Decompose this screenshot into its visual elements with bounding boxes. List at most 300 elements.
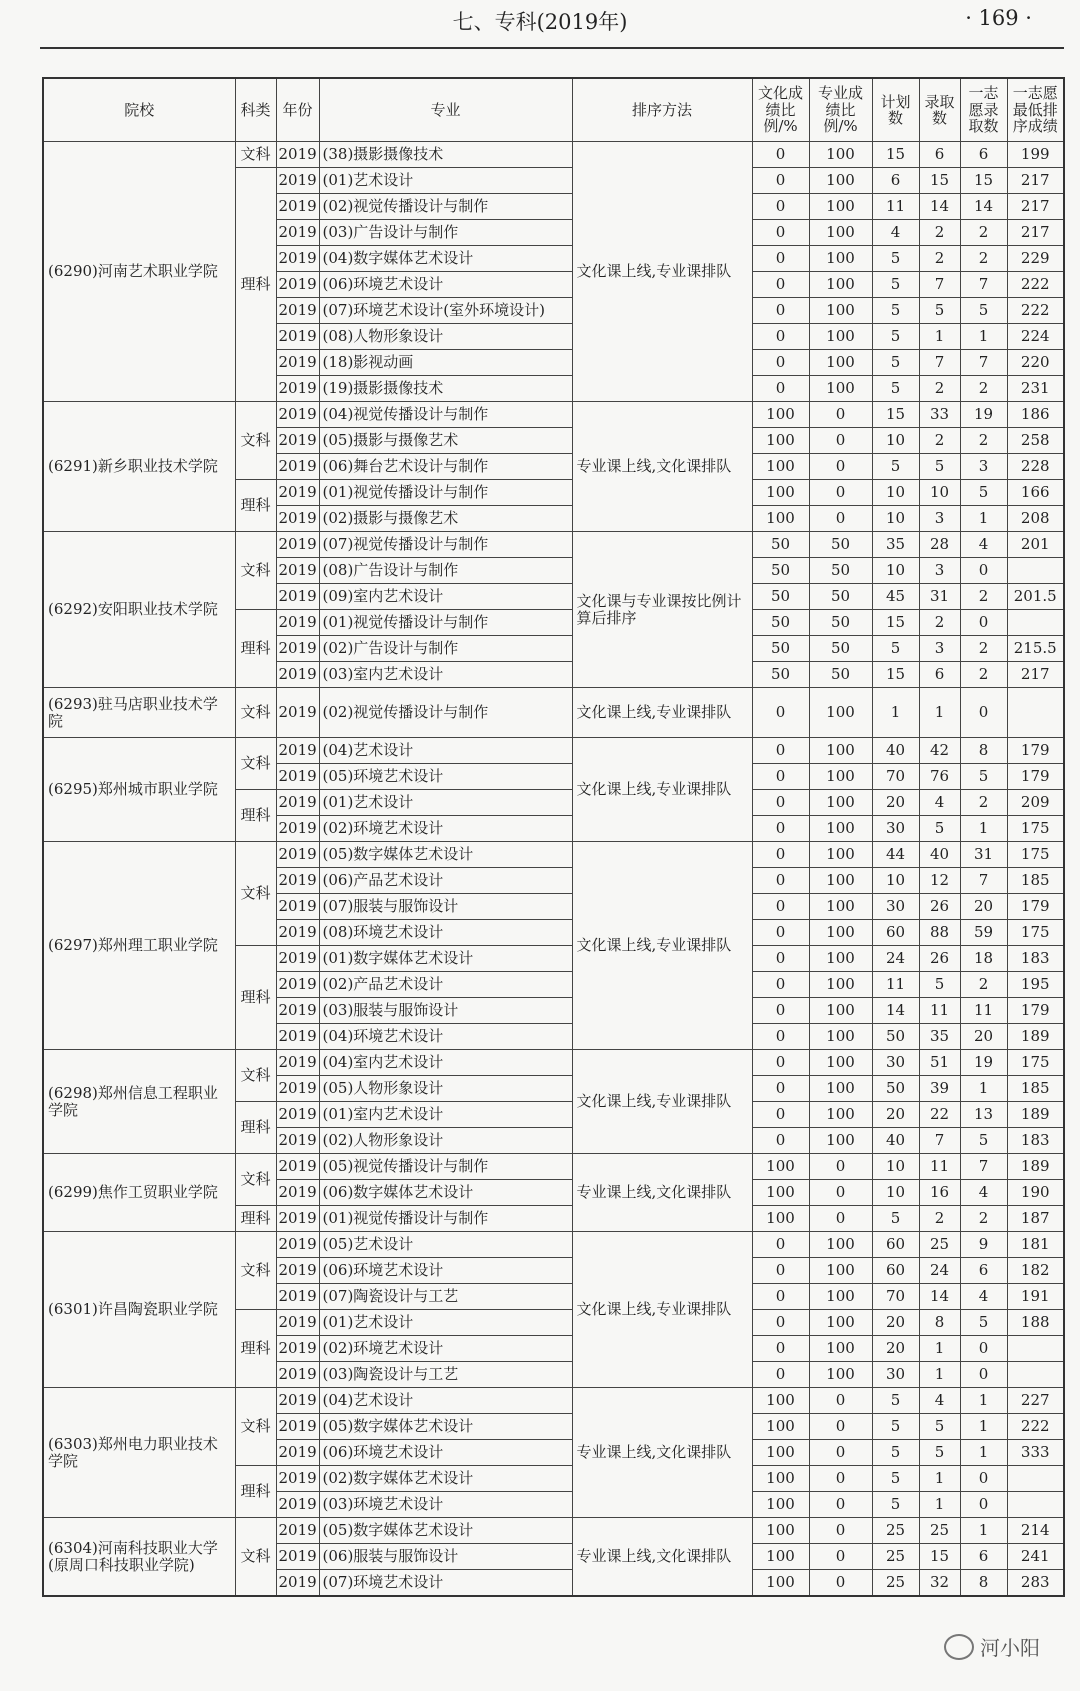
year: 2019 <box>276 194 319 220</box>
plan-count: 20 <box>872 790 919 816</box>
year: 2019 <box>276 220 319 246</box>
culture-ratio: 0 <box>752 868 809 894</box>
major-ratio: 100 <box>809 324 872 350</box>
admit-count: 24 <box>919 1258 960 1284</box>
culture-ratio: 100 <box>752 506 809 532</box>
table-row <box>43 842 1064 868</box>
culture-ratio: 0 <box>752 1310 809 1336</box>
major: (03)服装与服饰设计 <box>319 998 572 1024</box>
culture-ratio: 50 <box>752 532 809 558</box>
major: (04)视觉传播设计与制作 <box>319 402 572 428</box>
first-choice-min-score: 209 <box>1007 790 1064 816</box>
culture-ratio: 100 <box>752 480 809 506</box>
watermark-logo <box>944 1632 1040 1661</box>
admit-count: 76 <box>919 764 960 790</box>
first-choice-count: 0 <box>960 1466 1007 1492</box>
first-choice-count: 1 <box>960 1440 1007 1466</box>
first-choice-min-score <box>1007 1362 1064 1388</box>
first-choice-count: 11 <box>960 998 1007 1024</box>
major-ratio: 0 <box>809 1518 872 1544</box>
major-ratio: 100 <box>809 1310 872 1336</box>
year: 2019 <box>276 894 319 920</box>
school-name: (6293)驻马店职业技术学院 <box>43 688 235 738</box>
table-row <box>43 738 1064 764</box>
first-choice-count: 1 <box>960 506 1007 532</box>
first-choice-count: 31 <box>960 842 1007 868</box>
culture-ratio: 0 <box>752 1232 809 1258</box>
table-row <box>43 1154 1064 1180</box>
culture-ratio: 100 <box>752 1570 809 1597</box>
plan-count: 20 <box>872 1310 919 1336</box>
plan-count: 5 <box>872 1388 919 1414</box>
major-ratio: 100 <box>809 350 872 376</box>
major-ratio: 100 <box>809 842 872 868</box>
page-header-title: 七、专科(2019年) <box>452 10 628 34</box>
first-choice-min-score: 220 <box>1007 350 1064 376</box>
major-ratio: 100 <box>809 920 872 946</box>
plan-count: 24 <box>872 946 919 972</box>
wechat-icon <box>944 1634 974 1660</box>
plan-count: 5 <box>872 298 919 324</box>
first-choice-count: 3 <box>960 454 1007 480</box>
category: 文科 <box>235 688 276 738</box>
first-choice-min-score: 228 <box>1007 454 1064 480</box>
column-header-first-choice-min-score: 一志愿最低排序成绩 <box>1007 78 1064 142</box>
plan-count: 1 <box>872 688 919 738</box>
first-choice-count: 1 <box>960 816 1007 842</box>
admit-count: 22 <box>919 1102 960 1128</box>
plan-count: 40 <box>872 738 919 764</box>
year: 2019 <box>276 790 319 816</box>
category: 文科 <box>235 1518 276 1597</box>
year: 2019 <box>276 636 319 662</box>
year: 2019 <box>276 168 319 194</box>
culture-ratio: 0 <box>752 738 809 764</box>
first-choice-count: 9 <box>960 1232 1007 1258</box>
year: 2019 <box>276 1336 319 1362</box>
first-choice-count: 2 <box>960 428 1007 454</box>
admit-count: 5 <box>919 972 960 998</box>
first-choice-min-score: 217 <box>1007 220 1064 246</box>
major-ratio: 100 <box>809 376 872 402</box>
plan-count: 60 <box>872 1258 919 1284</box>
plan-count: 15 <box>872 662 919 688</box>
first-choice-count: 6 <box>960 1544 1007 1570</box>
plan-count: 5 <box>872 454 919 480</box>
admit-count: 33 <box>919 402 960 428</box>
sort-method: 文化课上线,专业课排队 <box>572 142 752 402</box>
admit-count: 15 <box>919 1544 960 1570</box>
admit-count: 32 <box>919 1570 960 1597</box>
major: (01)视觉传播设计与制作 <box>319 1206 572 1232</box>
year: 2019 <box>276 1492 319 1518</box>
major: (06)数字媒体艺术设计 <box>319 1180 572 1206</box>
plan-count: 20 <box>872 1102 919 1128</box>
culture-ratio: 0 <box>752 272 809 298</box>
first-choice-min-score: 183 <box>1007 1128 1064 1154</box>
first-choice-min-score: 241 <box>1007 1544 1064 1570</box>
first-choice-min-score: 190 <box>1007 1180 1064 1206</box>
first-choice-count: 5 <box>960 298 1007 324</box>
first-choice-count: 4 <box>960 1284 1007 1310</box>
plan-count: 6 <box>872 168 919 194</box>
culture-ratio: 0 <box>752 1336 809 1362</box>
plan-count: 10 <box>872 506 919 532</box>
major: (09)室内艺术设计 <box>319 584 572 610</box>
major: (04)数字媒体艺术设计 <box>319 246 572 272</box>
first-choice-min-score: 182 <box>1007 1258 1064 1284</box>
culture-ratio: 0 <box>752 298 809 324</box>
category: 理科 <box>235 610 276 688</box>
plan-count: 5 <box>872 1414 919 1440</box>
culture-ratio: 50 <box>752 584 809 610</box>
major-ratio: 0 <box>809 1440 872 1466</box>
admit-count: 2 <box>919 610 960 636</box>
culture-ratio: 0 <box>752 1050 809 1076</box>
major-ratio: 100 <box>809 1024 872 1050</box>
admit-count: 1 <box>919 324 960 350</box>
header-divider <box>40 47 1064 49</box>
major: (38)摄影摄像技术 <box>319 142 572 168</box>
culture-ratio: 100 <box>752 1466 809 1492</box>
major-ratio: 100 <box>809 894 872 920</box>
major: (02)视觉传播设计与制作 <box>319 194 572 220</box>
year: 2019 <box>276 868 319 894</box>
first-choice-min-score <box>1007 558 1064 584</box>
first-choice-min-score: 189 <box>1007 1154 1064 1180</box>
admit-count: 1 <box>919 1362 960 1388</box>
first-choice-min-score: 222 <box>1007 1414 1064 1440</box>
major: (05)环境艺术设计 <box>319 764 572 790</box>
first-choice-min-score: 186 <box>1007 402 1064 428</box>
culture-ratio: 0 <box>752 764 809 790</box>
admit-count: 15 <box>919 168 960 194</box>
major-ratio: 0 <box>809 480 872 506</box>
major: (03)环境艺术设计 <box>319 1492 572 1518</box>
major: (02)数字媒体艺术设计 <box>319 1466 572 1492</box>
major-ratio: 100 <box>809 1258 872 1284</box>
first-choice-min-score: 222 <box>1007 298 1064 324</box>
first-choice-min-score: 189 <box>1007 1102 1064 1128</box>
major: (06)环境艺术设计 <box>319 272 572 298</box>
year: 2019 <box>276 972 319 998</box>
plan-count: 5 <box>872 246 919 272</box>
admit-count: 2 <box>919 1206 960 1232</box>
major: (02)视觉传播设计与制作 <box>319 688 572 738</box>
admit-count: 11 <box>919 1154 960 1180</box>
first-choice-count: 4 <box>960 532 1007 558</box>
table-row <box>43 532 1064 558</box>
year: 2019 <box>276 1544 319 1570</box>
sort-method: 专业课上线,文化课排队 <box>572 1518 752 1597</box>
admit-count: 2 <box>919 376 960 402</box>
table-row <box>43 688 1064 738</box>
admit-count: 39 <box>919 1076 960 1102</box>
year: 2019 <box>276 350 319 376</box>
major: (08)环境艺术设计 <box>319 920 572 946</box>
plan-count: 5 <box>872 1206 919 1232</box>
plan-count: 10 <box>872 1154 919 1180</box>
culture-ratio: 100 <box>752 1180 809 1206</box>
table-header-row <box>43 78 1064 142</box>
major-ratio: 0 <box>809 1570 872 1597</box>
culture-ratio: 0 <box>752 946 809 972</box>
category: 理科 <box>235 480 276 532</box>
major: (02)广告设计与制作 <box>319 636 572 662</box>
first-choice-min-score: 333 <box>1007 1440 1064 1466</box>
first-choice-count: 19 <box>960 402 1007 428</box>
category: 理科 <box>235 168 276 402</box>
plan-count: 25 <box>872 1544 919 1570</box>
year: 2019 <box>276 1362 319 1388</box>
table-row <box>43 402 1064 428</box>
year: 2019 <box>276 1050 319 1076</box>
year: 2019 <box>276 1102 319 1128</box>
admit-count: 10 <box>919 480 960 506</box>
sort-method: 文化课上线,专业课排队 <box>572 842 752 1050</box>
first-choice-min-score: 185 <box>1007 1076 1064 1102</box>
major: (01)视觉传播设计与制作 <box>319 480 572 506</box>
plan-count: 5 <box>872 636 919 662</box>
culture-ratio: 0 <box>752 1258 809 1284</box>
admit-count: 25 <box>919 1232 960 1258</box>
year: 2019 <box>276 298 319 324</box>
major-ratio: 50 <box>809 584 872 610</box>
first-choice-min-score <box>1007 688 1064 738</box>
culture-ratio: 50 <box>752 610 809 636</box>
sort-method: 专业课上线,文化课排队 <box>572 1388 752 1518</box>
column-header-sort-method: 排序方法 <box>572 78 752 142</box>
major: (18)影视动画 <box>319 350 572 376</box>
year: 2019 <box>276 1232 319 1258</box>
year: 2019 <box>276 1440 319 1466</box>
first-choice-min-score: 258 <box>1007 428 1064 454</box>
first-choice-min-score: 191 <box>1007 1284 1064 1310</box>
culture-ratio: 0 <box>752 324 809 350</box>
admit-count: 51 <box>919 1050 960 1076</box>
major-ratio: 0 <box>809 1414 872 1440</box>
plan-count: 15 <box>872 142 919 168</box>
admit-count: 5 <box>919 298 960 324</box>
category: 文科 <box>235 532 276 610</box>
first-choice-min-score <box>1007 1466 1064 1492</box>
culture-ratio: 100 <box>752 1206 809 1232</box>
column-header-culture-ratio: 文化成绩比例/% <box>752 78 809 142</box>
plan-count: 10 <box>872 868 919 894</box>
year: 2019 <box>276 816 319 842</box>
admit-count: 31 <box>919 584 960 610</box>
year: 2019 <box>276 1518 319 1544</box>
year: 2019 <box>276 1466 319 1492</box>
plan-count: 5 <box>872 272 919 298</box>
first-choice-count: 18 <box>960 946 1007 972</box>
column-header-admit-count: 录取数 <box>919 78 960 142</box>
first-choice-count: 13 <box>960 1102 1007 1128</box>
major: (01)艺术设计 <box>319 168 572 194</box>
first-choice-count: 6 <box>960 142 1007 168</box>
first-choice-min-score: 199 <box>1007 142 1064 168</box>
plan-count: 10 <box>872 428 919 454</box>
first-choice-min-score: 166 <box>1007 480 1064 506</box>
plan-count: 10 <box>872 558 919 584</box>
first-choice-min-score: 217 <box>1007 168 1064 194</box>
school-name: (6291)新乡职业技术学院 <box>43 402 235 532</box>
first-choice-count: 0 <box>960 1336 1007 1362</box>
admit-count: 35 <box>919 1024 960 1050</box>
first-choice-count: 5 <box>960 1310 1007 1336</box>
first-choice-count: 0 <box>960 1492 1007 1518</box>
admit-count: 1 <box>919 688 960 738</box>
admit-count: 6 <box>919 142 960 168</box>
plan-count: 25 <box>872 1570 919 1597</box>
major-ratio: 0 <box>809 1492 872 1518</box>
first-choice-count: 2 <box>960 220 1007 246</box>
first-choice-count: 7 <box>960 272 1007 298</box>
first-choice-count: 20 <box>960 894 1007 920</box>
category: 理科 <box>235 1206 276 1232</box>
major: (02)人物形象设计 <box>319 1128 572 1154</box>
first-choice-min-score: 179 <box>1007 894 1064 920</box>
culture-ratio: 100 <box>752 1492 809 1518</box>
plan-count: 25 <box>872 1518 919 1544</box>
admit-count: 4 <box>919 790 960 816</box>
culture-ratio: 100 <box>752 1544 809 1570</box>
plan-count: 4 <box>872 220 919 246</box>
major: (06)环境艺术设计 <box>319 1440 572 1466</box>
first-choice-count: 2 <box>960 972 1007 998</box>
first-choice-min-score: 185 <box>1007 868 1064 894</box>
first-choice-count: 2 <box>960 376 1007 402</box>
first-choice-count: 6 <box>960 1258 1007 1284</box>
plan-count: 14 <box>872 998 919 1024</box>
year: 2019 <box>276 402 319 428</box>
admit-count: 1 <box>919 1466 960 1492</box>
plan-count: 10 <box>872 480 919 506</box>
category: 理科 <box>235 1466 276 1518</box>
first-choice-count: 7 <box>960 350 1007 376</box>
category: 理科 <box>235 946 276 1050</box>
school-name: (6298)郑州信息工程职业学院 <box>43 1050 235 1154</box>
major: (07)环境艺术设计(室外环境设计) <box>319 298 572 324</box>
column-header-year: 年份 <box>276 78 319 142</box>
admit-count: 4 <box>919 1388 960 1414</box>
first-choice-min-score: 222 <box>1007 272 1064 298</box>
major-ratio: 100 <box>809 142 872 168</box>
plan-count: 11 <box>872 972 919 998</box>
year: 2019 <box>276 688 319 738</box>
plan-count: 70 <box>872 764 919 790</box>
major: (01)数字媒体艺术设计 <box>319 946 572 972</box>
category: 文科 <box>235 142 276 168</box>
year: 2019 <box>276 584 319 610</box>
year: 2019 <box>276 246 319 272</box>
first-choice-count: 0 <box>960 1362 1007 1388</box>
year: 2019 <box>276 998 319 1024</box>
first-choice-min-score: 179 <box>1007 764 1064 790</box>
major: (05)视觉传播设计与制作 <box>319 1154 572 1180</box>
plan-count: 30 <box>872 816 919 842</box>
major-ratio: 100 <box>809 1284 872 1310</box>
year: 2019 <box>276 842 319 868</box>
major-ratio: 100 <box>809 972 872 998</box>
sort-method: 专业课上线,文化课排队 <box>572 1154 752 1232</box>
plan-count: 70 <box>872 1284 919 1310</box>
first-choice-count: 2 <box>960 636 1007 662</box>
culture-ratio: 0 <box>752 246 809 272</box>
first-choice-min-score <box>1007 610 1064 636</box>
first-choice-count: 7 <box>960 1154 1007 1180</box>
plan-count: 5 <box>872 1440 919 1466</box>
year: 2019 <box>276 454 319 480</box>
first-choice-min-score: 175 <box>1007 920 1064 946</box>
table-row <box>43 1388 1064 1414</box>
major-ratio: 100 <box>809 1362 872 1388</box>
category: 文科 <box>235 738 276 790</box>
admit-count: 14 <box>919 194 960 220</box>
major: (08)广告设计与制作 <box>319 558 572 584</box>
plan-count: 5 <box>872 1466 919 1492</box>
plan-count: 35 <box>872 532 919 558</box>
major-ratio: 0 <box>809 1154 872 1180</box>
culture-ratio: 50 <box>752 636 809 662</box>
first-choice-min-score: 195 <box>1007 972 1064 998</box>
year: 2019 <box>276 558 319 584</box>
school-name: (6290)河南艺术职业学院 <box>43 142 235 402</box>
major: (02)环境艺术设计 <box>319 1336 572 1362</box>
major: (01)室内艺术设计 <box>319 1102 572 1128</box>
first-choice-count: 1 <box>960 1414 1007 1440</box>
school-name: (6303)郑州电力职业技术学院 <box>43 1388 235 1518</box>
first-choice-count: 1 <box>960 1518 1007 1544</box>
major-ratio: 100 <box>809 790 872 816</box>
major: (03)广告设计与制作 <box>319 220 572 246</box>
major-ratio: 0 <box>809 1180 872 1206</box>
major: (05)数字媒体艺术设计 <box>319 842 572 868</box>
culture-ratio: 0 <box>752 1102 809 1128</box>
admit-count: 2 <box>919 220 960 246</box>
year: 2019 <box>276 1570 319 1597</box>
first-choice-count: 15 <box>960 168 1007 194</box>
major-ratio: 50 <box>809 610 872 636</box>
major-ratio: 100 <box>809 738 872 764</box>
culture-ratio: 0 <box>752 1076 809 1102</box>
major-ratio: 50 <box>809 636 872 662</box>
first-choice-count: 4 <box>960 1180 1007 1206</box>
first-choice-min-score: 217 <box>1007 194 1064 220</box>
major-ratio: 100 <box>809 868 872 894</box>
year: 2019 <box>276 610 319 636</box>
year: 2019 <box>276 272 319 298</box>
culture-ratio: 0 <box>752 168 809 194</box>
year: 2019 <box>276 738 319 764</box>
culture-ratio: 0 <box>752 998 809 1024</box>
year: 2019 <box>276 532 319 558</box>
major-ratio: 0 <box>809 1544 872 1570</box>
major-ratio: 100 <box>809 194 872 220</box>
major: (01)艺术设计 <box>319 1310 572 1336</box>
first-choice-min-score: 188 <box>1007 1310 1064 1336</box>
culture-ratio: 100 <box>752 428 809 454</box>
year: 2019 <box>276 764 319 790</box>
sort-method: 文化课与专业课按比例计算后排序 <box>572 532 752 688</box>
school-name: (6304)河南科技职业大学(原周口科技职业学院) <box>43 1518 235 1597</box>
admit-count: 11 <box>919 998 960 1024</box>
table-row <box>43 1518 1064 1544</box>
sort-method: 文化课上线,专业课排队 <box>572 738 752 842</box>
culture-ratio: 0 <box>752 920 809 946</box>
column-header-major: 专业 <box>319 78 572 142</box>
column-header-school: 院校 <box>43 78 235 142</box>
